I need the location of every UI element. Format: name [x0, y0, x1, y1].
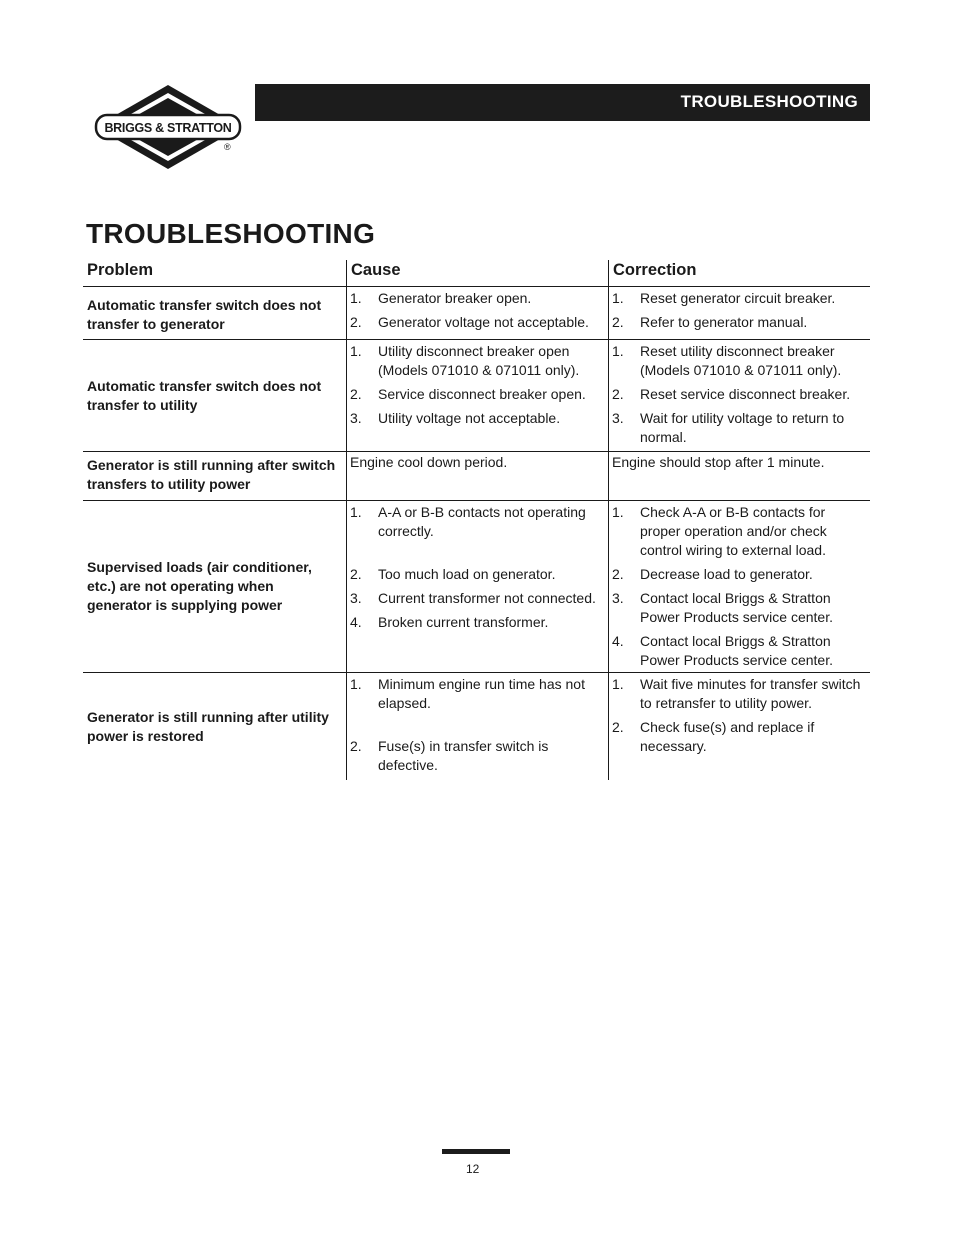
- correction-cell: [608, 501, 870, 672]
- list-item: 3. Wait for utility voltage to return to normal.: [612, 410, 845, 445]
- table-row: [83, 673, 870, 780]
- column-header-correction: Correction: [608, 260, 870, 286]
- list-item: 1. Reset generator circuit breaker.: [612, 290, 836, 306]
- list-item: 1. A-A or B-B contacts not operating correctly.: [350, 504, 586, 539]
- list-item: 3. Contact local Briggs & Stratton Power Products service center.: [612, 590, 833, 625]
- correction-cell: [608, 673, 870, 780]
- list-item: 2. Service disconnect breaker open.: [350, 386, 586, 402]
- table-row: [83, 452, 870, 501]
- correction-cell: [608, 287, 870, 339]
- page-number: 12: [466, 1162, 480, 1176]
- list-item: 4. Broken current transformer.: [350, 614, 549, 630]
- list-item: 1. Minimum engine run time has not elapsed.: [350, 676, 585, 711]
- troubleshooting-table: [83, 260, 870, 780]
- list-item: 1. Reset utility disconnect breaker (Models 071010 & 071011 only).: [612, 343, 842, 378]
- column-header-cause: Cause: [346, 260, 608, 286]
- list-item: 1. Check A-A or B-B contacts for proper operation and/or check control wiring to external load.: [612, 504, 827, 558]
- column-header-problem: Problem: [87, 261, 154, 279]
- table-header: [83, 260, 870, 287]
- list-item: 1. Generator breaker open.: [350, 290, 532, 306]
- list-item: 2. Decrease load to generator.: [612, 566, 813, 582]
- registered-mark: ®: [224, 142, 231, 152]
- table-row: [83, 340, 870, 452]
- footer-bar: [442, 1149, 510, 1154]
- table-row: [83, 501, 870, 673]
- problem-cell: Generator is still running after switch transfers to utility power: [87, 457, 336, 492]
- briggs-stratton-logo: [92, 84, 244, 170]
- correction-cell: [608, 340, 870, 451]
- problem-cell: Automatic transfer switch does not transfer to generator: [87, 297, 322, 332]
- list-item: 3. Current transformer not connected.: [350, 590, 596, 606]
- correction-cell: Engine should stop after 1 minute.: [608, 452, 870, 500]
- logo-wordmark: BRIGGS & STRATTON: [104, 121, 232, 135]
- problem-cell: Automatic transfer switch does not transfer to utility: [87, 377, 322, 413]
- problem-cell: Generator is still running after utility power is restored: [87, 708, 329, 744]
- list-item: 3. Utility voltage not acceptable.: [350, 410, 561, 426]
- cause-cell: [346, 340, 608, 451]
- list-item: 1. Utility disconnect breaker open (Models 071010 & 071011 only).: [350, 343, 580, 378]
- section-header-bar: [255, 84, 870, 121]
- page-title: TROUBLESHOOTING: [86, 218, 376, 249]
- list-item: 4. Contact local Briggs & Stratton Power Products service center.: [612, 633, 833, 668]
- list-item: 2. Check fuse(s) and replace if necessary.: [612, 719, 815, 754]
- problem-cell: Supervised loads (air conditioner, etc.) are not operating when generator is supplying power: [87, 559, 312, 613]
- list-item: 2. Too much load on generator.: [350, 566, 556, 582]
- cause-cell: [346, 673, 608, 780]
- table-row: [83, 287, 870, 340]
- cause-cell: Engine cool down period.: [346, 452, 608, 500]
- cause-cell: [346, 501, 608, 672]
- list-item: 2. Reset service disconnect breaker.: [612, 386, 851, 402]
- list-item: 2. Generator voltage not acceptable.: [350, 314, 589, 330]
- section-header-label: TROUBLESHOOTING: [680, 92, 858, 111]
- list-item: 1. Wait five minutes for transfer switch to retransfer to utility power.: [612, 676, 861, 711]
- list-item: 2. Refer to generator manual.: [612, 314, 808, 330]
- cause-cell: [346, 287, 608, 339]
- list-item: 2. Fuse(s) in transfer switch is defective.: [350, 738, 549, 773]
